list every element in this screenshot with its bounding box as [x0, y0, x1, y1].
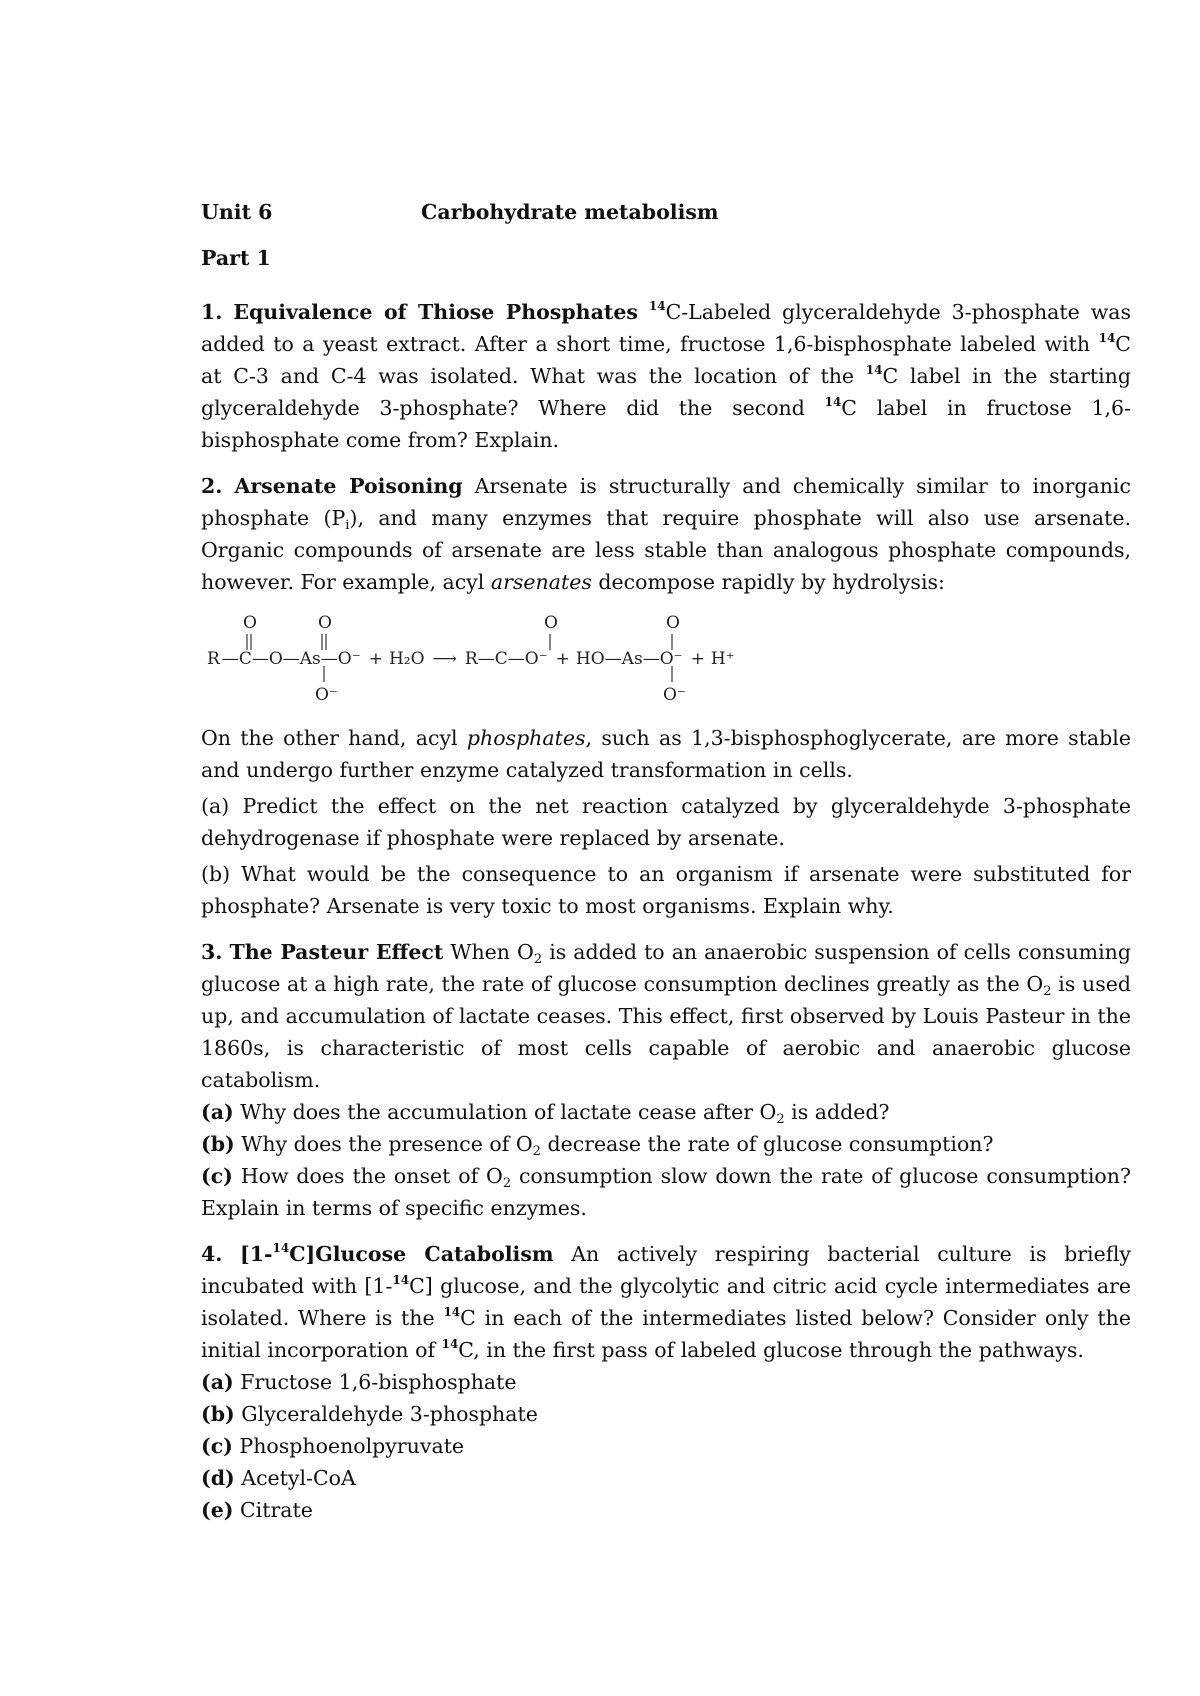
- question-3-text: When O: [450, 940, 534, 964]
- question-4-text: C in each of the intermediates listed below? Consider only the initial incorporation of: [201, 1306, 1131, 1362]
- question-1-text: C-Labeled glyceraldehyde 3-phosphate was added to a yeast extract. After a short time, fructose 1,6-bisphosphate labeled with: [201, 300, 1131, 356]
- list-item: (b) Glyceraldehyde 3-phosphate: [201, 1402, 538, 1426]
- question-2a: (a) Predict the effect on the net reaction catalyzed by glyceraldehyde 3-phosphate dehydrogenase if phosphate were replaced by arsenate.: [201, 794, 1131, 850]
- item-label: (c): [201, 1164, 233, 1188]
- equation-oxide: O⁻: [315, 685, 338, 705]
- list-item: (c) Phosphoenolpyruvate: [201, 1434, 465, 1458]
- isotope-superscript: 14: [865, 363, 883, 377]
- document-heading: [201, 196, 1131, 228]
- equation-line: R —C—O—As—O⁻ + H₂O ⟶ R—C—O⁻ + HO—As—O⁻ + H⁺: [207, 649, 735, 669]
- question-3: [201, 936, 1131, 1096]
- question-2-text: On the other hand, acyl: [201, 726, 458, 750]
- question-1: [201, 296, 1131, 456]
- question-2-text: , such as 1,3-bisphosphoglycerate, are more stable and undergo further enzyme catalyzed transformation in cells.: [201, 726, 1131, 782]
- isotope-superscript: 14: [441, 1337, 459, 1351]
- question-3-text: is added to an anaerobic suspension of cells consuming glucose at a high rate, the rate of glucose consumption declines greatly as the O: [201, 940, 1131, 996]
- question-1-title: Equivalence of Thiose Phosphates: [233, 300, 638, 324]
- unit-title: Carbohydrate metabolism: [421, 200, 719, 224]
- subscript: 2: [776, 1112, 785, 1127]
- item-label: (a): [201, 1100, 234, 1124]
- question-1-text: C label in the starting glyceraldehyde 3-phosphate? Where did the second: [201, 364, 1131, 420]
- part-label: Part 1: [201, 246, 271, 270]
- isotope-superscript: 14: [648, 299, 666, 313]
- question-4-text: C] glucose, and the glycolytic and citric acid cycle intermediates are isolated. Where is the: [201, 1274, 1132, 1330]
- question-3b: (b) Why does the presence of $O_2$ decrease the rate of glucose consumption?: [201, 1132, 994, 1159]
- question-2: [201, 470, 1131, 598]
- question-2-text: ), and many enzymes that require phosphate will also use arsenate. Organic compounds of arsenate are less stable than analogous phosphate compounds, however. For example, acyl: [201, 506, 1131, 594]
- subscript: 2: [533, 952, 543, 967]
- question-4-text: An actively respiring bacterial culture is briefly incubated with [1-: [201, 1242, 1131, 1298]
- question-4-number: 4.: [201, 1242, 223, 1266]
- hydrolysis-equation: [201, 602, 1131, 722]
- list-item: (e) Citrate: [201, 1498, 313, 1522]
- list-item: (d) Acetyl-CoA: [201, 1466, 356, 1490]
- question-2-number: 2.: [201, 474, 223, 498]
- isotope-superscript: 14: [443, 1305, 461, 1319]
- subscript: 2: [502, 1176, 512, 1191]
- question-4-text: C, in the first pass of labeled glucose through the pathways.: [458, 1338, 1084, 1362]
- question-3a: (a) Why does the accumulation of lactate cease after $O_2$ is added?: [201, 1100, 890, 1127]
- equation-oxygen: O: [666, 613, 680, 633]
- question-2-title: Arsenate Poisoning: [234, 474, 463, 498]
- subscript: 2: [1043, 984, 1052, 999]
- equation-oxide: O⁻: [663, 685, 686, 705]
- question-4: [201, 1238, 1131, 1366]
- question-3-text: is used up, and accumulation of lactate ceases. This effect, first observed by Louis Pasteur in the 1860s, is characteristic of most cells capable of aerobic and anaerobic glucose catabolism.: [201, 972, 1131, 1092]
- question-1-text: C at C-3 and C-4 was isolated. What was the location of the: [201, 332, 1131, 388]
- item-label: (b): [201, 1132, 235, 1156]
- question-3c: (c) How does the onset of $O_2$ consumption slow down the rate of glucose consumption? Explain in terms of specific enzymes.: [201, 1164, 1131, 1220]
- question-3-title: The Pasteur Effect: [229, 940, 444, 964]
- isotope-superscript: 14: [392, 1273, 410, 1287]
- question-4-title: [1-$^{14}$C]Glucose Catabolism: [240, 1241, 554, 1266]
- equation-figure: [201, 602, 821, 722]
- question-3-number: 3.: [201, 940, 223, 964]
- equation-oxygen: O: [243, 613, 257, 633]
- document-page: [201, 196, 1131, 1526]
- emphasis-phosphates: phosphates: [466, 726, 586, 750]
- question-2b: (b) What would be the consequence to an organism if arsenate were substituted for phosphate? Arsenate is very toxic to most organisms. Explain why.: [201, 862, 1131, 918]
- unit-label: Unit 6: [201, 200, 273, 224]
- equation-oxygen: O: [544, 613, 558, 633]
- emphasis-arsenates: arsenates: [490, 570, 592, 594]
- question-2-continuation: [201, 722, 1131, 786]
- question-2-text: Arsenate is structurally and chemically similar to inorganic phosphate (P: [201, 474, 1131, 530]
- question-1-text: C label in fructose 1,6-bisphosphate come from? Explain.: [201, 396, 1131, 452]
- list-item: (a) Fructose 1,6-bisphosphate: [201, 1370, 517, 1394]
- question-1-number: 1.: [201, 300, 223, 324]
- question-2-text: decompose rapidly by hydrolysis:: [598, 570, 945, 594]
- isotope-superscript: 14: [824, 395, 842, 409]
- question-4-list: [201, 1366, 1131, 1526]
- isotope-superscript: 14: [1098, 331, 1116, 345]
- subscript: 2: [532, 1144, 541, 1159]
- equation-oxygen: O: [318, 613, 332, 633]
- subscript: i: [345, 518, 350, 533]
